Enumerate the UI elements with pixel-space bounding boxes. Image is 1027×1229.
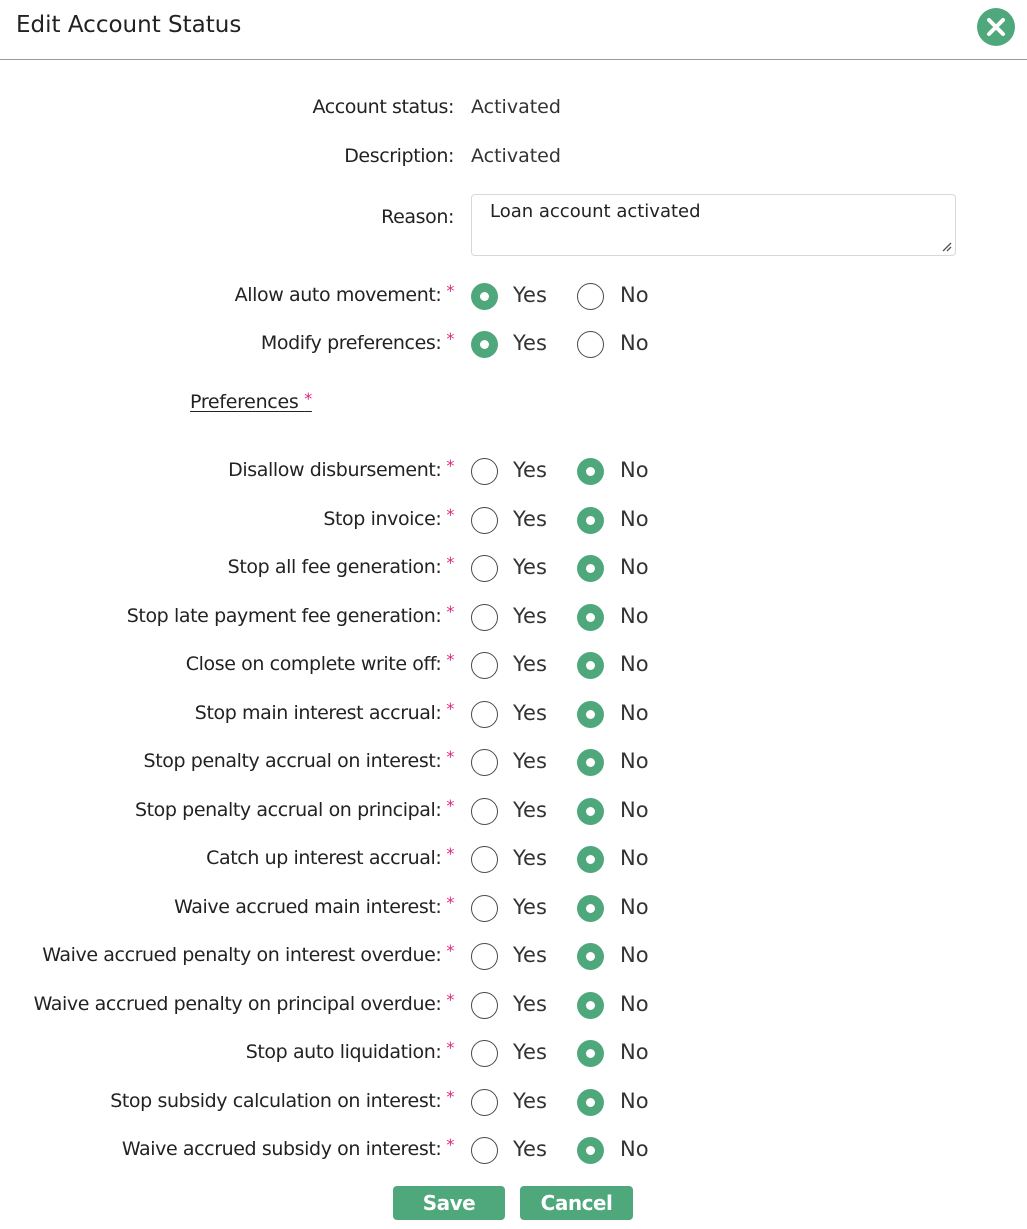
stop-main-interest-accrual-yes-radio[interactable] [471,701,498,728]
stop-main-interest-accrual-no-radio[interactable] [577,701,604,728]
waive-accrued-subsidy-on-interest-no-radio[interactable] [577,1137,604,1164]
required-asterisk: * [304,389,312,408]
field-label [227,553,454,578]
stop-auto-liquidation-no-radio[interactable] [577,1040,604,1067]
stop-all-fee-generation-yes-radio[interactable] [471,555,498,582]
catch-up-interest-accrual-no-radio[interactable] [577,846,604,873]
waive-accrued-penalty-on-principal-overdue-yes-label[interactable]: Yes [513,992,547,1016]
allow-auto-movement-yes-label[interactable]: Yes [513,283,547,307]
stop-subsidy-calculation-on-interest-no-label[interactable]: No [620,1089,649,1113]
required-asterisk: * [446,602,454,621]
reason-text: Loan account activated [490,201,701,222]
required-asterisk: * [446,893,454,912]
waive-accrued-main-interest-no-label[interactable]: No [620,895,649,919]
stop-auto-liquidation-yes-radio[interactable] [471,1040,498,1067]
waive-accrued-main-interest-yes-label[interactable]: Yes [513,895,547,919]
reason-textarea[interactable] [471,194,956,256]
field-label-text: Disallow disbursement: [228,459,442,481]
field-label [206,844,454,869]
cancel-button[interactable]: Cancel [520,1186,633,1220]
reason-label: Reason: [381,206,454,228]
required-asterisk: * [446,1135,454,1154]
stop-late-payment-fee-generation-no-label[interactable]: No [620,604,649,628]
required-asterisk: * [446,505,454,524]
close-icon [986,17,1006,37]
stop-penalty-accrual-on-principal-yes-label[interactable]: Yes [513,798,547,822]
stop-main-interest-accrual-no-label[interactable]: No [620,701,649,725]
preferences-heading-text: Preferences [190,391,299,413]
field-label-text: Stop main interest accrual: [194,702,442,724]
dialog-header [0,0,1027,60]
close-on-complete-write-off-yes-radio[interactable] [471,652,498,679]
required-asterisk: * [446,699,454,718]
waive-accrued-penalty-on-interest-overdue-no-radio[interactable] [577,943,604,970]
field-label-text: Waive accrued main interest: [174,896,442,918]
field-label [194,699,454,724]
modify-preferences-yes-label[interactable]: Yes [513,331,547,355]
stop-late-payment-fee-generation-yes-radio[interactable] [471,604,498,631]
required-asterisk: * [446,456,454,475]
disallow-disbursement-no-radio[interactable] [577,458,604,485]
field-label-text: Stop all fee generation: [227,556,442,578]
modify-preferences-no-label[interactable]: No [620,331,649,355]
description-value: Activated [471,145,561,167]
field-label-text: Stop subsidy calculation on interest: [110,1090,442,1112]
waive-accrued-penalty-on-principal-overdue-yes-radio[interactable] [471,992,498,1019]
field-label-text: Stop auto liquidation: [245,1041,442,1063]
stop-all-fee-generation-no-label[interactable]: No [620,555,649,579]
field-label [323,505,454,530]
stop-penalty-accrual-on-principal-no-label[interactable]: No [620,798,649,822]
waive-accrued-subsidy-on-interest-yes-label[interactable]: Yes [513,1137,547,1161]
stop-auto-liquidation-no-label[interactable]: No [620,1040,649,1064]
field-label-text: Stop penalty accrual on principal: [134,799,442,821]
waive-accrued-penalty-on-interest-overdue-yes-label[interactable]: Yes [513,943,547,967]
account-status-value: Activated [471,96,561,118]
stop-all-fee-generation-yes-label[interactable]: Yes [513,555,547,579]
field-label-text: Waive accrued penalty on principal overdue: [33,993,442,1015]
required-asterisk: * [446,941,454,960]
stop-all-fee-generation-no-radio[interactable] [577,555,604,582]
modify-preferences-yes-radio[interactable] [471,331,498,358]
field-label-text: Allow auto movement: [234,284,442,306]
waive-accrued-penalty-on-interest-overdue-no-label[interactable]: No [620,943,649,967]
required-asterisk: * [446,281,454,300]
stop-invoice-no-label[interactable]: No [620,507,649,531]
required-asterisk: * [446,844,454,863]
disallow-disbursement-yes-radio[interactable] [471,458,498,485]
stop-auto-liquidation-yes-label[interactable]: Yes [513,1040,547,1064]
stop-subsidy-calculation-on-interest-yes-label[interactable]: Yes [513,1089,547,1113]
stop-penalty-accrual-on-interest-yes-label[interactable]: Yes [513,749,547,773]
close-on-complete-write-off-no-radio[interactable] [577,652,604,679]
required-asterisk: * [446,990,454,1009]
close-on-complete-write-off-yes-label[interactable]: Yes [513,652,547,676]
waive-accrued-penalty-on-principal-overdue-no-radio[interactable] [577,992,604,1019]
stop-subsidy-calculation-on-interest-yes-radio[interactable] [471,1089,498,1116]
field-label [228,456,454,481]
stop-penalty-accrual-on-interest-no-radio[interactable] [577,749,604,776]
stop-penalty-accrual-on-principal-no-radio[interactable] [577,798,604,825]
required-asterisk: * [446,329,454,348]
stop-invoice-no-radio[interactable] [577,507,604,534]
close-on-complete-write-off-no-label[interactable]: No [620,652,649,676]
disallow-disbursement-yes-label[interactable]: Yes [513,458,547,482]
waive-accrued-penalty-on-interest-overdue-yes-radio[interactable] [471,943,498,970]
field-label [126,602,454,627]
waive-accrued-main-interest-yes-radio[interactable] [471,895,498,922]
stop-late-payment-fee-generation-yes-label[interactable]: Yes [513,604,547,628]
field-label-text: Stop late payment fee generation: [126,605,442,627]
field-label [174,893,454,918]
resize-grip-icon[interactable] [940,240,952,252]
required-asterisk: * [446,650,454,669]
field-label [110,1087,454,1112]
field-label [245,1038,454,1063]
catch-up-interest-accrual-yes-radio[interactable] [471,846,498,873]
field-label [121,1135,454,1160]
waive-accrued-main-interest-no-radio[interactable] [577,895,604,922]
save-button[interactable]: Save [393,1186,505,1220]
allow-auto-movement-no-radio[interactable] [577,283,604,310]
field-label [260,329,454,354]
field-label [134,796,454,821]
waive-accrued-subsidy-on-interest-yes-radio[interactable] [471,1137,498,1164]
stop-main-interest-accrual-yes-label[interactable]: Yes [513,701,547,725]
required-asterisk: * [446,796,454,815]
dialog-title: Edit Account Status [16,12,242,38]
disallow-disbursement-no-label[interactable]: No [620,458,649,482]
field-label [33,990,454,1015]
required-asterisk: * [446,1038,454,1057]
close-button[interactable] [977,8,1015,46]
stop-penalty-accrual-on-interest-no-label[interactable]: No [620,749,649,773]
stop-invoice-yes-label[interactable]: Yes [513,507,547,531]
waive-accrued-subsidy-on-interest-no-label[interactable]: No [620,1137,649,1161]
catch-up-interest-accrual-yes-label[interactable]: Yes [513,846,547,870]
field-label-text: Waive accrued penalty on interest overdue: [42,944,442,966]
field-label [143,747,454,772]
waive-accrued-penalty-on-principal-overdue-no-label[interactable]: No [620,992,649,1016]
preferences-heading [190,391,312,413]
required-asterisk: * [446,553,454,572]
allow-auto-movement-no-label[interactable]: No [620,283,649,307]
account-status-label: Account status: [312,96,454,118]
field-label [185,650,454,675]
stop-late-payment-fee-generation-no-radio[interactable] [577,604,604,631]
field-label-text: Waive accrued subsidy on interest: [121,1138,442,1160]
stop-penalty-accrual-on-principal-yes-radio[interactable] [471,798,498,825]
field-label-text: Stop invoice: [323,508,442,530]
field-label-text: Catch up interest accrual: [206,847,442,869]
field-label-text: Close on complete write off: [185,653,442,675]
catch-up-interest-accrual-no-label[interactable]: No [620,846,649,870]
field-label-text: Stop penalty accrual on interest: [143,750,442,772]
stop-penalty-accrual-on-interest-yes-radio[interactable] [471,749,498,776]
modify-preferences-no-radio[interactable] [577,331,604,358]
required-asterisk: * [446,1087,454,1106]
stop-invoice-yes-radio[interactable] [471,507,498,534]
field-label [234,281,454,306]
field-label-text: Modify preferences: [260,332,442,354]
description-label: Description: [344,145,454,167]
stop-subsidy-calculation-on-interest-no-radio[interactable] [577,1089,604,1116]
field-label [42,941,454,966]
required-asterisk: * [446,747,454,766]
allow-auto-movement-yes-radio[interactable] [471,283,498,310]
